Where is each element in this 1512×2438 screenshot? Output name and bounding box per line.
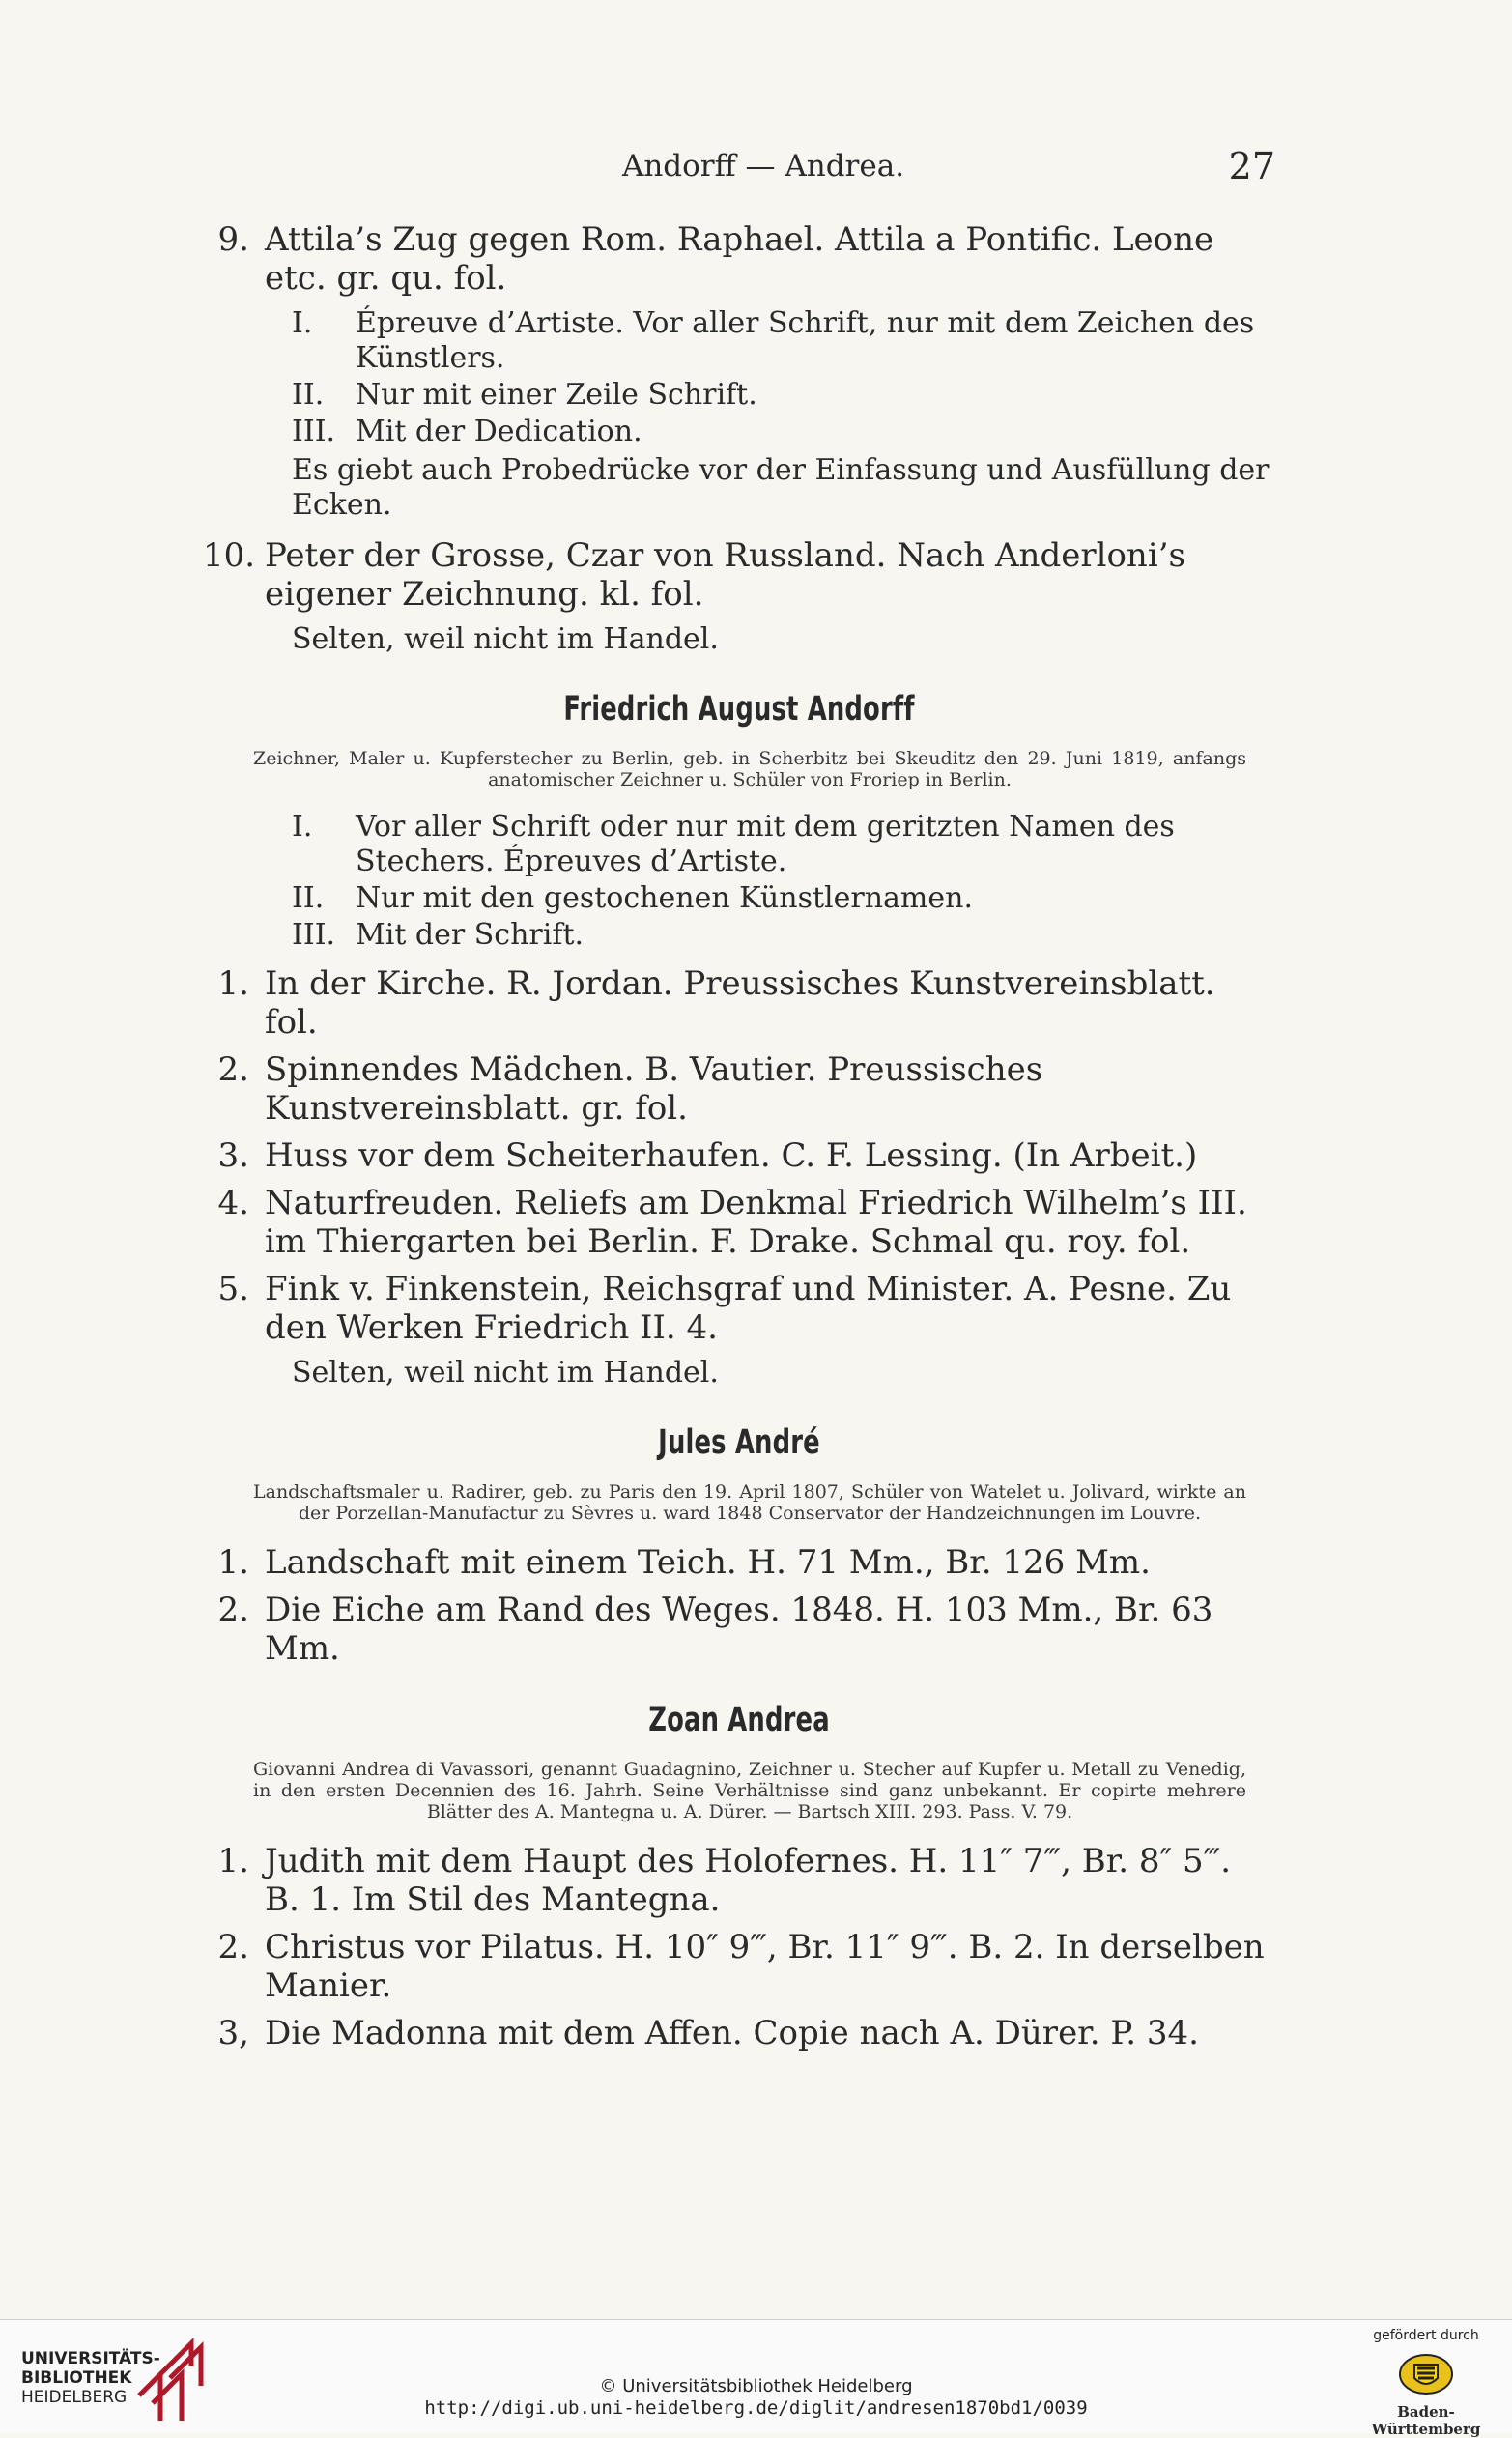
entry-number: 2. xyxy=(217,1050,249,1089)
catalog-entry xyxy=(203,1184,1275,1261)
state-numeral: III. xyxy=(292,415,336,448)
entry-text: Naturfreuden. Reliefs am Denkmal Friedrich Wilhelm’s III. im Thiergarten bei Berlin. F. Drake. Schmal qu. roy. fol. xyxy=(265,1184,1247,1261)
sponsor-name: Baden-Württemberg xyxy=(1371,2403,1481,2438)
entry-number: 9. xyxy=(217,220,249,259)
entry-text: In der Kirche. R. Jordan. Preussisches Kunstvereinsblatt. fol. xyxy=(265,964,1215,1042)
state-text: Nur mit den gestochenen Künstlernamen. xyxy=(356,881,973,915)
state-text: Vor aller Schrift oder nur mit dem geritzten Namen des Stechers. Épreuves d’Artiste. xyxy=(356,810,1175,878)
print-state xyxy=(203,378,1275,413)
entry-text: Huss vor dem Scheiterhaufen. C. F. Lessing. (In Arbeit.) xyxy=(265,1136,1198,1175)
entry-text: Peter der Grosse, Czar von Russland. Nach Anderloni’s eigener Zeichnung. kl. fol. xyxy=(265,536,1185,614)
catalog-entry xyxy=(203,1270,1275,1347)
viewer-footer xyxy=(0,2319,1512,2438)
permalink[interactable]: http://digi.ub.uni-heidelberg.de/diglit/andresen1870bd1/0039 xyxy=(424,2397,1088,2419)
catalog-entry xyxy=(203,220,1275,298)
state-numeral: I. xyxy=(292,306,313,340)
running-head xyxy=(251,145,1275,193)
catalog-entry xyxy=(203,2014,1275,2052)
catalog-entry xyxy=(203,1928,1275,2005)
state-text: Mit der Schrift. xyxy=(356,918,585,952)
entry-number: 1. xyxy=(217,1543,249,1582)
state-numeral: II. xyxy=(292,378,325,412)
catalog-entry xyxy=(203,1543,1275,1582)
catalog-entry xyxy=(203,1136,1275,1175)
entry-number: 1. xyxy=(217,1842,249,1880)
catalog-entry xyxy=(203,1591,1275,1668)
catalog-entry xyxy=(203,536,1275,614)
state-numeral: I. xyxy=(292,810,313,844)
print-state xyxy=(203,918,1275,953)
entry-note: Selten, weil nicht im Handel. xyxy=(292,1356,719,1390)
entry-text: Attila’s Zug gegen Rom. Raphael. Attila a Pontific. Leone etc. gr. qu. fol. xyxy=(265,220,1214,298)
entry-number: 3, xyxy=(217,2014,249,2052)
entry-text: Landschaft mit einem Teich. H. 71 Mm., Br. 126 Mm. xyxy=(265,1543,1151,1582)
library-name-line: UNIVERSITÄTS- xyxy=(21,2349,160,2368)
entry-text: Die Eiche am Rand des Weges. 1848. H. 103 Mm., Br. 63 Mm. xyxy=(265,1591,1213,1668)
page-content xyxy=(203,220,1275,2061)
artist-heading: Friedrich August Andorff xyxy=(563,690,915,729)
library-name-line: HEIDELBERG xyxy=(21,2388,128,2407)
print-state xyxy=(203,810,1275,879)
state-numeral: II. xyxy=(292,881,325,915)
coat-of-arms-icon xyxy=(1398,2351,1454,2395)
artist-heading: Zoan Andrea xyxy=(648,1701,830,1739)
print-state xyxy=(203,415,1275,449)
print-state xyxy=(203,881,1275,916)
entry-number: 3. xyxy=(217,1136,249,1175)
page-number: 27 xyxy=(1228,145,1275,187)
artist-bio: Zeichner, Maler u. Kupferstecher zu Berlin, geb. in Scherbitz bei Skeuditz den 29. Juni 1819, anfangs anatomischer Zeichner u. Schüler von Froriep in Berlin. xyxy=(253,748,1246,790)
artist-heading: Jules André xyxy=(658,1423,820,1462)
entry-number: 2. xyxy=(217,1928,249,1966)
entry-text: Judith mit dem Haupt des Holofernes. H. 11″ 7‴, Br. 8″ 5‴. B. 1. Im Stil des Mantegna. xyxy=(265,1842,1232,1919)
running-title: Andorff — Andrea. xyxy=(621,149,905,184)
state-text: Mit der Dedication. xyxy=(356,415,642,448)
artist-bio: Giovanni Andrea di Vavassori, genannt Guadagnino, Zeichner u. Stecher auf Kupfer u. Metall zu Venedig, in den ersten Decennien des 16. Jahrh. Seine Verhältnisse sind ganz unbekannt. Er copirte mehrere Blätter des A. Mantegna u. A. Dürer. — Bartsch XIII. 293. Pass. V. 79. xyxy=(253,1759,1246,1822)
entry-text: Die Madonna mit dem Affen. Copie nach A. Dürer. P. 34. xyxy=(265,2014,1199,2052)
entry-number: 1. xyxy=(217,964,249,1003)
entry-number: 4. xyxy=(217,1184,249,1222)
state-text: Nur mit einer Zeile Schrift. xyxy=(356,378,757,412)
entry-note: Es giebt auch Probedrücke vor der Einfassung und Ausfüllung der Ecken. xyxy=(292,453,1270,522)
catalog-entry xyxy=(203,1050,1275,1128)
entry-note: Selten, weil nicht im Handel. xyxy=(292,622,719,656)
entry-number: 10. xyxy=(203,536,256,575)
state-text: Épreuve d’Artiste. Vor aller Schrift, nur mit dem Zeichen des Künstlers. xyxy=(356,306,1255,375)
artist-bio: Landschaftsmaler u. Radirer, geb. zu Paris den 19. April 1807, Schüler von Watelet u. Jolivard, wirkte an der Porzellan-Manufactur zu Sèvres u. ward 1848 Conservator der Handzeichnungen im Louvre. xyxy=(253,1481,1246,1524)
catalog-entry xyxy=(203,1842,1275,1919)
copyright-notice: © Universitätsbibliothek Heidelberg xyxy=(599,2376,913,2396)
library-name-line: BIBLIOTHEK xyxy=(21,2368,132,2388)
entry-text: Fink v. Finkenstein, Reichsgraf und Minister. A. Pesne. Zu den Werken Friedrich II. 4. xyxy=(265,1270,1232,1347)
entry-text: Christus vor Pilatus. H. 10″ 9‴, Br. 11″ 9‴. B. 2. In derselben Manier. xyxy=(265,1928,1265,2005)
entry-text: Spinnendes Mädchen. B. Vautier. Preussisches Kunstvereinsblatt. gr. fol. xyxy=(265,1050,1043,1128)
print-state xyxy=(203,306,1275,376)
entry-number: 2. xyxy=(217,1591,249,1629)
state-numeral: III. xyxy=(292,918,336,952)
entry-number: 5. xyxy=(217,1270,249,1308)
sponsor-block[interactable] xyxy=(1354,2328,1498,2438)
catalog-entry xyxy=(203,964,1275,1042)
sponsor-label: gefördert durch xyxy=(1373,2328,1479,2343)
